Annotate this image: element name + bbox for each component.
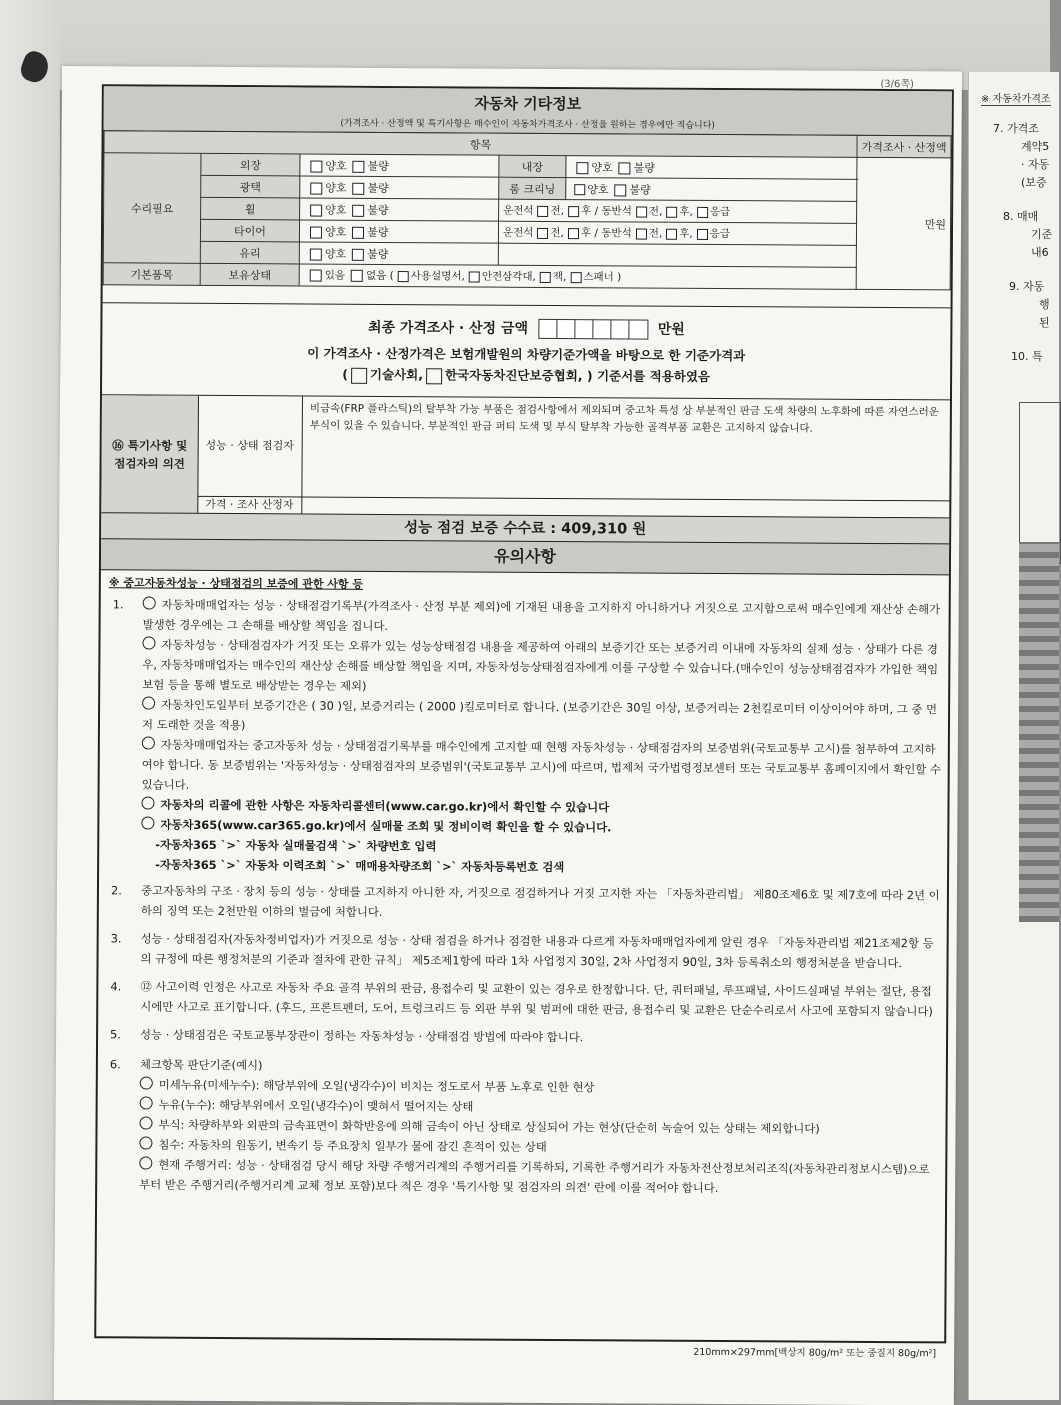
notice-section-title: ※ 중고자동차성능 · 상태점검의 보증에 관한 사항 등 (108, 576, 364, 591)
row-options: 양호 불량 (299, 220, 498, 243)
basic-options: 있음 없음 ( 사용설명서, 안전삼각대, 잭, 스패너 ) (299, 264, 856, 289)
adjacent-page (968, 72, 1059, 1400)
row-options: 양호 불량 (299, 242, 498, 265)
row-options: 운전석 전, 후 / 동반석 전, 후, 응급 (498, 221, 856, 245)
row-options: 양호 불량 (300, 154, 499, 177)
notice-item: 1. 자동차매매업자는 성능 · 상태점검기록부(가격조사 · 산정 부분 제외)에 기재된 내용을 고지하지 아니하거나 거짓으로 고지함으로써 매수인에게 재산상 손해가 발생한 경우에는 그 손해를 배상할 책임을 집니다. 자동차성능 · 상태점검자가 거짓 또는 오류가 있는 성능상태점검 내용을 제공하여 아래의 보증기간 또는 보증거리 이내에 자동차의 실제 성능 · 상태가 다른 경우, 자동차매매업자는 매수인의 재산상 손해를 배상할 책임을 지며, 자동차성능상태점검자에게 이를 구상할 수 있습니다.(매수인이 성능상태점검자가 가입한 책임보험 등을 통해 별도로 배상받는 경우는 제외) 자동차인도일부터 보증기간은 ( 30 )일, 보증거리는 ( 2000 )킬로미터로 합니다. (보증기간은 30일 이상, 보증거리는 2천킬로미터 이상이어야 하며, 그 중 먼저 도래한 것을 적용) 자동차매매업자는 중고자동차 성능 · 상태점검기록부를 매수인에게 고지할 때 현행 자동차성능 · 상태점검자의 보증범위(국토교통부 고시)를 첨부하여 고지하여야 합니다. 동 보증범위는 '자동차성능 · 상태점검자의 보증범위'(국토교통부 고시)에 따르며, 법제처 국가법령정보센터 또는 국토교통부 홈페이지에서 확인할 수 있습니다. 자동차의 리콜에 관한 사항은 자동차리콜센터(www.car.go.kr)에서 확인할 수 있습니다 자동차365(www.car365.go.kr)에서 실매물 조회 및 정비이력 확인을 할 수 있습니다. -자동차365 `>` 자동차 실매물검색 `>` 차량번호 입력 -자동차365 `>` 자동차 이력조회 `>` 매매용차량조회 `>` 자동차등록번호 검색 (111, 594, 943, 879)
appraiser-label: 가격 · 조사 산정자 (197, 496, 302, 515)
form-title-band (104, 86, 952, 136)
checkbox[interactable] (310, 182, 322, 194)
final-note-line: 이 가격조사 · 산정가격은 보험개발원의 차량기준가액을 바탕으로 한 기준가격과 (307, 345, 746, 364)
adjacent-line: · 자동 (1021, 158, 1050, 171)
row-options: 양호 불량 (300, 198, 499, 221)
adjacent-line: 계약5 (1021, 140, 1050, 153)
adjacent-box (1019, 402, 1061, 564)
form-subtitle: (가격조사 · 산정액 및 특기사항은 매수인이 자동차가격조사 · 산정을 원하는 경우에만 적습니다) (340, 118, 715, 131)
row-options: 운전석 전, 후 / 동반석 전, 후, 응급 (499, 199, 857, 223)
adjacent-photo (1019, 542, 1059, 922)
repair-table (103, 130, 952, 290)
adjacent-page-header: ※ 자동차가격조 (981, 90, 1051, 106)
adjacent-line: 7. 가격조 (993, 122, 1039, 135)
final-price-section (102, 302, 951, 400)
notice-bullet: 자동차매매업자는 성능 · 상태점검기록부(가격조사 · 산정 부분 제외)에 기재된 내용을 고지하지 아니하거나 거짓으로 고지함으로써 매수인에게 재산상 손해가 발생한 경우에는 그 손해를 배상할 책임을 집니다. (142, 597, 941, 634)
notice-item: 4. ⑫ 사고이력 인정은 사고로 자동차 주요 골격 부위의 판금, 용접수리 및 교환이 있는 경우로 한정합니다. 단, 쿼터패널, 루프패널, 사이드실패널 부위는 절단, 용접 시에만 사고로 표기합니다. (후드, 프론트펜더, 도어, 트렁크리드 등 외판 부위 및 범퍼에 대한 판금, 용접수리 및 교환은 단순수리로서 사고에 포함되지 않습니다) (110, 979, 933, 1019)
notice-body (109, 594, 943, 1199)
notice-item: 3. 성능 · 상태점검자(자동차정비업자)가 거짓으로 성능 · 상태 점검을 하거나 점검한 내용과 다르게 자동차매매업자에게 알린 경우 「자동차관리법 제21조제2항 등의 규정에 따른 행정처분의 기준과 절차에 관한 규칙」 제5조제1항에 따라 1차 사업정지 30일, 2차 사업정지 90일, 3차 등록취소의 행정처분을 받습니다. (110, 931, 934, 971)
adjacent-line: 된 (1039, 316, 1050, 329)
row-label: 보유상태 (200, 263, 299, 286)
adjacent-line: 10. 특 (1011, 350, 1043, 363)
checkbox[interactable] (576, 162, 588, 174)
page-number: (3/6쪽) (880, 78, 914, 91)
paper-spec-footer: 210mm×297mm[백상지 80g/m² 또는 중질지 80g/m²] (693, 1346, 937, 1360)
document-page (54, 66, 962, 1405)
form-frame (94, 84, 954, 1360)
checkbox[interactable] (352, 248, 364, 260)
notice-item: 6. 체크항목 판단기준(예시) 미세누유(미세누수): 해당부위에 오일(냉각수)이 비치는 정도로서 부품 노후로 인한 현상 누유(누수): 해당부위에서 오일(냉각수)이 맺혀서 떨어지는 상태 부식: 차량하부와 외판의 금속표면이 화학반응에 의해 금속이 아닌 상태로 상실되어 가는 현상(단순히 녹슬어 있는 상태는 제외합니다) 침수: 자동차의 원동기, 변속기 등 주요장치 일부가 물에 잠긴 흔적이 있는 상태 현재 주행거리: 성능 · 상태점검 당시 해당 차량 주행거리계의 주행거리를 기록하되, 기록한 주행거리가 자동차전산정보처리조직(자동차관리정보시스템)으로부터 받은 주행거리(주행거리계 교체 정보 포함)보다 적은 경우 '특기사항 및 점검자의 의견' 란에 이를 적어야 합니다. (109, 1054, 940, 1199)
adjacent-line: 내6 (1031, 246, 1049, 259)
row-label: 타이어 (200, 219, 299, 242)
row-options: 양호 불량 (566, 178, 857, 202)
notice-bullet: 미세누유(미세누수): 해당부위에 오일(냉각수)이 비치는 정도로서 부품 노후로 인한 현상 (140, 1074, 940, 1099)
final-price-unit: 만원 (657, 321, 685, 338)
price-cell (856, 157, 951, 290)
checkbox[interactable] (310, 226, 322, 238)
notice-bullet: 누유(누수): 해당부위에서 오일(냉각수)이 맺혀서 떨어지는 상태 (140, 1094, 940, 1119)
row-label: 룸 크리닝 (499, 177, 566, 199)
checkbox[interactable] (310, 248, 322, 260)
row-label: 유리 (200, 241, 299, 264)
warranty-fee: 성능 점검 보증 수수료 : 409,310 원 (101, 512, 949, 544)
checkbox[interactable] (310, 204, 322, 216)
adjacent-line: (보증 (1021, 176, 1047, 189)
notice-bullet: 현재 주행거리: 성능 · 상태점검 당시 해당 차량 주행거리계의 주행거리를 기록하되, 기록한 주행거리가 자동차전산정보처리조직(자동차관리정보시스템)으로부터 받은 주행거리(주행거리계 교체 정보 포함)보다 적은 경우 '특기사항 및 점검자의 의견' 란에 이를 적어야 합니다. (139, 1157, 930, 1196)
checkbox[interactable] (574, 184, 585, 195)
row-options: 양호 불량 (566, 156, 857, 180)
checkbox[interactable] (353, 160, 365, 172)
adjacent-line: 9. 자동 (1009, 280, 1045, 293)
notice-bullet: 자동차성능 · 상태점검자가 거짓 또는 오류가 있는 성능상태점검 내용을 제공하여 아래의 보증기간 또는 보증거리 이내에 자동차의 실제 성능 · 상태가 다른 경우, 자동차매매업자는 매수인의 재산상 손해를 배상할 책임을 지며, 자동차성능상태점검자에게 이를 구상할 수 있습니다.(매수인이 성능상태점검자가 가입한 책임보험 등을 통해 별도로 배상받는 경우는 제외) (142, 637, 939, 693)
checkbox[interactable] (426, 368, 442, 384)
row-label: 내장 (499, 155, 566, 177)
final-note-line: ( 기술사회, 한국자동차진단보증협회, ) 기준서를 적용하였음 (342, 366, 711, 384)
notice-item: 5. 성능 · 상태점검은 국토교통부장관이 정하는 자동차성능 · 상태점검 방법에 따라야 합니다. (110, 1027, 584, 1045)
notice-bullet: 자동차매매업자는 중고자동차 성능 · 상태점검기록부를 매수인에게 고지할 때 현행 자동차성능 · 상태점검자의 보증범위(국토교통부 고시)를 첨부하여 고지하여야 합니다. 동 보증범위는 '자동차성능 · 상태점검자의 보증범위'(국토교통부 고시)에 따르며, 법제처 국가법령정보센터 또는 국토교통부 홈페이지에서 확인할 수 있습니다. (141, 737, 941, 792)
col-header-price: 가격조사 · 산정액 (857, 135, 951, 158)
row-options: 양호 불량 (300, 176, 499, 199)
notice-bullet: 자동차인도일부터 보증기간은 ( 30 )일, 보증거리는 ( 2000 )킬로미터로 합니다. (보증기간은 30일 이상, 보증거리는 2천킬로미터 이상이어야 하며, 그 중 먼저 도래한 것을 적용) (141, 697, 938, 733)
inspector-label: 성능 · 상태 점검자 (197, 396, 303, 498)
notice-bullet: 자동차의 리콜에 관한 사항은 자동차리콜센터(www.car.go.kr)에서 확인할 수 있습니다 (141, 794, 941, 819)
form-title: 자동차 기타정보 (474, 94, 582, 114)
adjacent-line: 8. 매매 (1003, 210, 1039, 223)
special-notes-section (101, 394, 950, 518)
checkbox[interactable] (310, 160, 322, 172)
row-label: 광택 (201, 175, 300, 198)
special-notes-label: ⑯ 특기사항 및 점검자의 의견 (101, 395, 199, 514)
divider (301, 496, 949, 501)
checkbox[interactable] (352, 182, 364, 194)
checkbox[interactable] (352, 204, 364, 216)
desk-edge (0, 0, 60, 1400)
checkbox[interactable] (619, 162, 631, 174)
unit-label: 만원 (924, 217, 947, 231)
special-notes-text: 비금속(FRP 플라스틱)의 탈부착 가능 부품은 점검사항에서 제외되며 중고차 특성 상 부분적인 판금 도색 차량의 노후화에 따른 자연스러운 부식이 있을 수 있습니다. 부분적인 판금 퍼티 도색 및 부식 탈부착 가능한 골격부품 교환은 고지하지 않습니다. (309, 402, 939, 435)
notice-bullet: 부식: 차량하부와 외판의 금속표면이 화학반응에 의해 금속이 아닌 상태로 상실되어 가는 현상(단순히 녹슬어 있는 상태는 제외합니다) (139, 1114, 939, 1139)
notice-subline: -자동차365 `>` 자동차 실매물검색 `>` 차량번호 입력 (155, 837, 437, 854)
notice-heading: 체크항목 판단기준(예시) (139, 1057, 263, 1073)
notice-item: 2. 중고자동차의 구조 · 장치 등의 성능 · 상태를 고지하지 아니한 자, 거짓으로 점검하거나 거짓 고지한 자는 「자동차관리법」 제80조제6호 및 제7호에 따라 2년 이하의 징역 또는 2천만원 이하의 벌금에 처합니다. (110, 883, 940, 919)
col-header-item: 항목 (104, 131, 857, 158)
row-label: 휠 (201, 197, 300, 220)
checkbox[interactable] (352, 226, 364, 238)
notice-bullet: 침수: 자동차의 원동기, 변속기 등 주요장치 일부가 물에 잠긴 흔적이 있는 상태 (139, 1134, 939, 1159)
row-label: 외장 (201, 153, 300, 176)
checkbox[interactable] (351, 367, 367, 383)
final-price-label: 최종 가격조사 · 산정 금액 (367, 319, 529, 337)
notice-bullet: 자동차365(www.car365.go.kr)에서 실매물 조회 및 정비이력 확인을 할 수 있습니다. (141, 814, 941, 839)
adjacent-line: 기준 (1031, 228, 1053, 241)
adjacent-line: 행 (1039, 298, 1050, 311)
notice-title: 유의사항 (101, 538, 949, 575)
notice-subline: -자동차365 `>` 자동차 이력조회 `>` 매매용차량조회 `>` 자동차등록번호 검색 (155, 857, 565, 875)
repair-label: 수리필요 (103, 153, 201, 264)
final-price-digits[interactable] (539, 321, 647, 338)
basic-label: 기본품목 (103, 263, 200, 286)
checkbox[interactable] (614, 184, 626, 196)
